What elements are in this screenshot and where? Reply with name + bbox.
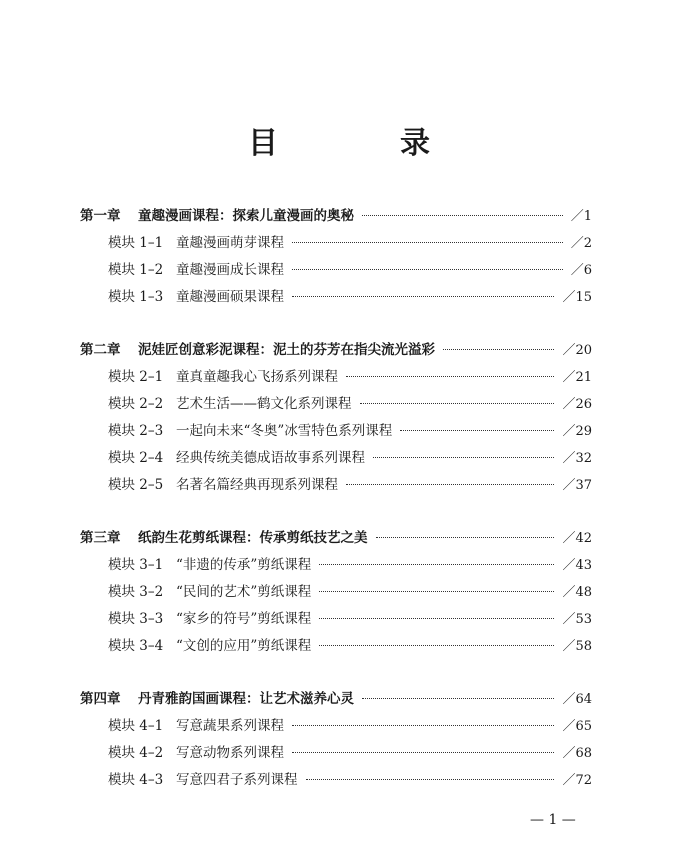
page-number: ／21: [562, 370, 592, 385]
module-number: 模块 4–3: [108, 772, 164, 788]
chapter-title: 泥娃匠创意彩泥课程：泥土的芬芳在指尖流光溢彩: [138, 342, 435, 358]
module-number: 模块 2–4: [108, 450, 164, 466]
module-number: 模块 1–2: [108, 262, 164, 278]
dot-leader: [376, 537, 555, 538]
module-title: 一起向未来“冬奥”冰雪特色系列课程: [176, 423, 393, 439]
module-title: 童趣漫画成长课程: [176, 262, 284, 278]
chapter-block-3: [80, 526, 592, 661]
toc-module-3-3[interactable]: [80, 607, 592, 634]
page-number: ／32: [562, 451, 592, 466]
dot-leader: [292, 296, 554, 297]
dot-leader: [346, 376, 554, 377]
toc-chapter-4[interactable]: [80, 687, 592, 714]
module-title: 童真童趣我心飞扬系列课程: [176, 369, 338, 385]
toc-chapter-1[interactable]: [80, 204, 592, 231]
toc-chapter-3[interactable]: [80, 526, 592, 553]
chapter-number: 第一章: [80, 208, 121, 224]
toc-module-3-2[interactable]: [80, 580, 592, 607]
chapter-block-1: [80, 204, 592, 312]
chapter-title: 童趣漫画课程：探索儿童漫画的奥秘: [138, 208, 354, 224]
module-number: 模块 1–3: [108, 289, 164, 305]
module-number: 模块 3–4: [108, 638, 164, 654]
module-title: 经典传统美德成语故事系列课程: [176, 450, 365, 466]
dot-leader: [443, 349, 554, 350]
page-title: 目 录: [248, 126, 476, 161]
chapter-number: 第四章: [80, 691, 121, 707]
module-title: 名著名篇经典再现系列课程: [176, 477, 338, 493]
page-number: ／65: [562, 719, 592, 734]
dot-leader: [319, 618, 554, 619]
module-title: 童趣漫画萌芽课程: [176, 235, 284, 251]
module-number: 模块 3–2: [108, 584, 164, 600]
toc-module-1-1[interactable]: [80, 231, 592, 258]
page-number: ／53: [562, 612, 592, 627]
toc-module-2-1[interactable]: [80, 365, 592, 392]
toc-module-3-1[interactable]: [80, 553, 592, 580]
chapter-title: 丹青雅韵国画课程：让艺术滋养心灵: [138, 691, 354, 707]
toc-chapter-2[interactable]: [80, 338, 592, 365]
page-number: ／48: [562, 585, 592, 600]
module-title: 童趣漫画硕果课程: [176, 289, 284, 305]
page-number: ／6: [570, 263, 592, 278]
dot-leader: [362, 215, 563, 216]
dot-leader: [292, 242, 563, 243]
page-number: ／2: [570, 236, 592, 251]
module-title: 写意蔬果系列课程: [176, 718, 284, 734]
toc-module-2-2[interactable]: [80, 392, 592, 419]
module-title: 写意动物系列课程: [176, 745, 284, 761]
toc-module-3-4[interactable]: [80, 634, 592, 661]
module-title: 写意四君子系列课程: [176, 772, 298, 788]
dot-leader: [319, 564, 554, 565]
page-number: ／37: [562, 478, 592, 493]
module-number: 模块 2–1: [108, 369, 164, 385]
dot-leader: [292, 725, 554, 726]
page-number: ／15: [562, 290, 592, 305]
dot-leader: [292, 752, 554, 753]
page-number: ／20: [562, 343, 592, 358]
chapter-number: 第二章: [80, 342, 121, 358]
module-number: 模块 3–3: [108, 611, 164, 627]
toc-module-2-3[interactable]: [80, 419, 592, 446]
page-number: ／64: [562, 692, 592, 707]
toc-module-1-2[interactable]: [80, 258, 592, 285]
module-title: 艺术生活——鹤文化系列课程: [176, 396, 352, 412]
dot-leader: [346, 484, 554, 485]
toc-module-2-4[interactable]: [80, 446, 592, 473]
dot-leader: [400, 430, 554, 431]
chapter-number: 第三章: [80, 530, 121, 546]
chapter-title: 纸韵生花剪纸课程：传承剪纸技艺之美: [138, 530, 368, 546]
dot-leader: [292, 269, 563, 270]
page-number: ／29: [562, 424, 592, 439]
toc-module-4-3[interactable]: [80, 768, 592, 795]
module-title: “家乡的符号”剪纸课程: [176, 611, 312, 627]
module-number: 模块 4–2: [108, 745, 164, 761]
dot-leader: [360, 403, 555, 404]
page-number: ／72: [562, 773, 592, 788]
page-number: ／26: [562, 397, 592, 412]
toc-module-1-3[interactable]: [80, 285, 592, 312]
module-title: “民间的艺术”剪纸课程: [176, 584, 312, 600]
page-number: ／42: [562, 531, 592, 546]
dot-leader: [319, 591, 554, 592]
dot-leader: [362, 698, 554, 699]
module-number: 模块 4–1: [108, 718, 164, 734]
module-number: 模块 2–5: [108, 477, 164, 493]
chapter-block-2: [80, 338, 592, 500]
module-number: 模块 3–1: [108, 557, 164, 573]
toc-module-4-1[interactable]: [80, 714, 592, 741]
page-number: ／43: [562, 558, 592, 573]
module-number: 模块 1–1: [108, 235, 164, 251]
dot-leader: [306, 779, 555, 780]
dot-leader: [373, 457, 554, 458]
chapter-block-4: [80, 687, 592, 795]
page-number: ／58: [562, 639, 592, 654]
page-number: ／68: [562, 746, 592, 761]
table-of-contents: [80, 204, 592, 821]
module-title: “文创的应用”剪纸课程: [176, 638, 312, 654]
module-title: “非遗的传承”剪纸课程: [176, 557, 312, 573]
toc-module-2-5[interactable]: [80, 473, 592, 500]
dot-leader: [319, 645, 554, 646]
module-number: 模块 2–3: [108, 423, 164, 439]
page-footer-number: — 1 —: [530, 812, 576, 828]
module-number: 模块 2–2: [108, 396, 164, 412]
page-number: ／1: [570, 209, 592, 224]
toc-module-4-2[interactable]: [80, 741, 592, 768]
